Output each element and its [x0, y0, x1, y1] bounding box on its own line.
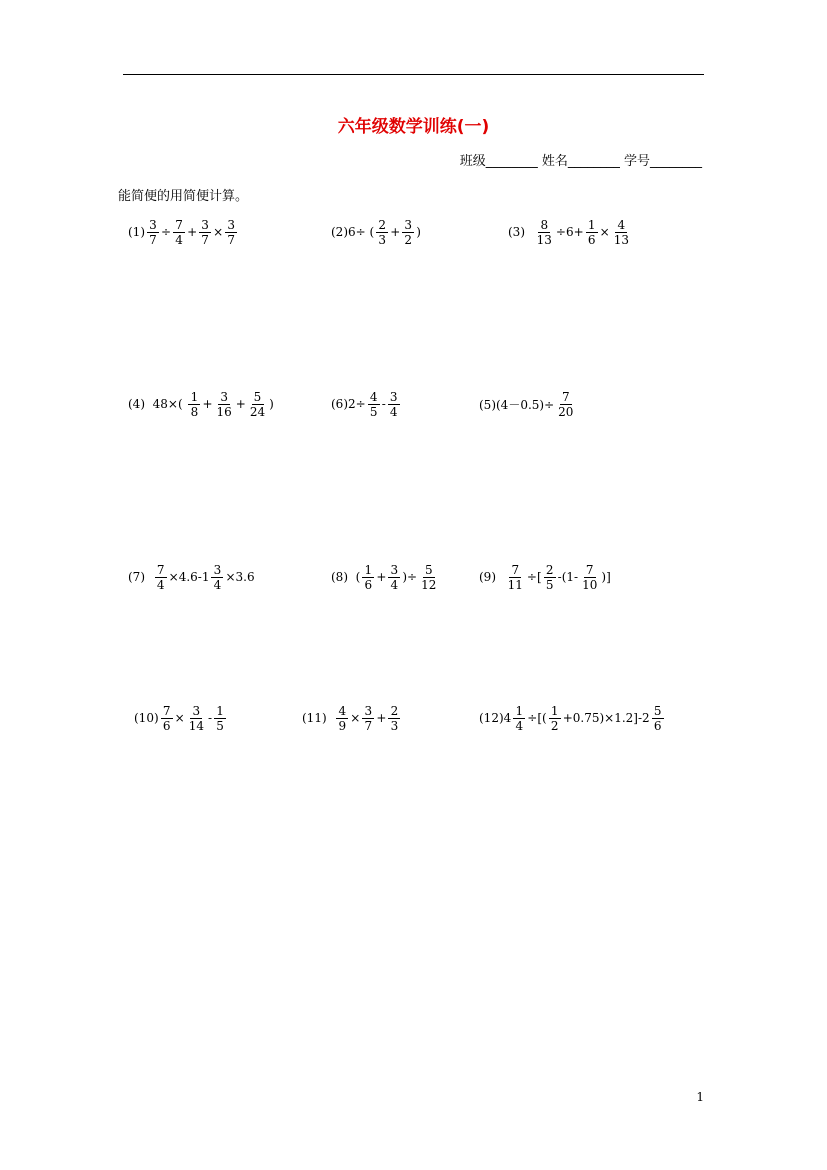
fraction [173, 218, 185, 247]
denominator: 7 [149, 232, 157, 247]
expression-text: (5)(4－0.5)÷ [479, 397, 555, 412]
page-title: 六年级数学训练(一) [337, 117, 490, 137]
student-info-line: 班级________ 姓名________ 学号________ [459, 154, 702, 169]
denominator: 5 [216, 718, 224, 733]
fraction [368, 390, 380, 419]
numerator: 7 [161, 704, 173, 719]
denominator: 6 [653, 718, 662, 733]
fraction [388, 704, 400, 733]
expression-text: ÷ [161, 225, 172, 239]
numerator: 4 [336, 704, 348, 719]
denominator: 5 [545, 577, 554, 592]
denominator: 13 [536, 232, 552, 247]
numerator: 3 [402, 218, 414, 233]
numerator: 4 [615, 218, 627, 233]
problem-10 [133, 698, 227, 738]
instruction-text: 能简便的用简便计算。 [118, 189, 249, 204]
numerator: 5 [423, 563, 435, 578]
denominator: 3 [390, 718, 399, 733]
denominator: 4 [515, 718, 524, 733]
expression-text: + [202, 397, 213, 411]
fraction [225, 218, 237, 247]
expression-text: (6)2÷ [331, 397, 366, 411]
problem-9 [478, 557, 612, 597]
expression-text: -(1- [557, 570, 579, 584]
fraction [362, 563, 374, 592]
page-number: 1 [696, 1090, 704, 1104]
fraction [336, 704, 348, 733]
expression-text: (9) [479, 570, 504, 584]
fraction [513, 704, 525, 733]
denominator: 7 [364, 718, 373, 733]
denominator: 6 [587, 232, 596, 247]
denominator: 9 [338, 718, 347, 733]
denominator: 10 [582, 577, 598, 592]
fraction [388, 563, 400, 592]
expression-text: + [390, 225, 401, 239]
problem-4 [127, 384, 275, 424]
expression-text: )÷ [402, 570, 418, 584]
expression-text: +0.75)×1.2]-2 [562, 711, 650, 725]
fraction [155, 563, 167, 592]
denominator: 7 [201, 232, 209, 247]
denominator: 2 [550, 718, 559, 733]
expression-text: ) [416, 225, 421, 239]
expression-text: (4) 48×( [128, 397, 187, 411]
expression-text: × [213, 225, 224, 239]
fraction [556, 390, 575, 419]
expression-text: (12)4 [479, 711, 512, 725]
expression-text: + [187, 225, 198, 239]
denominator: 8 [190, 404, 199, 419]
denominator: 4 [156, 577, 165, 592]
denominator: 12 [421, 577, 437, 592]
numerator: 5 [252, 390, 264, 405]
fraction [376, 218, 388, 247]
numerator: 3 [388, 390, 400, 405]
expression-text: × [174, 711, 185, 725]
numerator: 7 [509, 563, 521, 578]
fraction [419, 563, 438, 592]
fraction [199, 218, 211, 247]
expression-text: (7) [128, 570, 153, 584]
numerator: 1 [214, 704, 226, 719]
numerator: 3 [225, 218, 237, 233]
fraction [506, 563, 525, 592]
fraction [549, 704, 561, 733]
fraction [388, 390, 400, 419]
fraction [215, 390, 234, 419]
fraction [214, 704, 226, 733]
problem-11 [301, 698, 401, 738]
problem-1 [127, 212, 238, 252]
denominator: 13 [613, 232, 630, 247]
numerator: 3 [362, 704, 374, 719]
expression-text: ÷[( [527, 711, 547, 725]
denominator: 4 [389, 404, 398, 419]
expression-text: × [599, 225, 610, 239]
expression-text: - [381, 397, 386, 411]
denominator: 4 [213, 577, 222, 592]
fraction [187, 704, 206, 733]
denominator: 5 [369, 404, 378, 419]
fraction [211, 563, 223, 592]
numerator: 5 [652, 704, 664, 719]
fraction [586, 218, 598, 247]
numerator: 1 [362, 563, 374, 578]
expression-text: - [207, 711, 213, 725]
denominator: 16 [216, 404, 232, 419]
denominator: 20 [558, 404, 574, 419]
denominator: 11 [507, 577, 523, 592]
problem-8 [330, 557, 439, 597]
fraction [612, 218, 631, 247]
fraction [652, 704, 664, 733]
fraction [147, 218, 159, 247]
numerator: 3 [147, 218, 159, 233]
denominator: 7 [227, 232, 235, 247]
expression-text: (8) ( [331, 570, 361, 584]
numerator: 2 [376, 218, 388, 233]
expression-text: (2)6÷ ( [331, 225, 375, 239]
numerator: 1 [513, 704, 525, 719]
fraction [402, 218, 414, 247]
problem-5 [478, 384, 576, 424]
expression-text: (11) [302, 711, 335, 725]
numerator: 8 [538, 218, 550, 233]
numerator: 3 [190, 704, 202, 719]
denominator: 6 [162, 718, 171, 733]
numerator: 2 [388, 704, 400, 719]
expression-text: (10) [134, 711, 159, 725]
expression-text: )] [601, 570, 611, 584]
numerator: 7 [155, 563, 167, 578]
problem-12 [478, 698, 665, 738]
numerator: 1 [549, 704, 561, 719]
numerator: 1 [188, 390, 200, 405]
numerator: 7 [173, 218, 185, 233]
numerator: 7 [560, 390, 572, 405]
numerator: 3 [388, 563, 400, 578]
fraction [362, 704, 374, 733]
fraction [248, 390, 267, 419]
problem-2 [330, 212, 422, 252]
expression-text: ÷6+ [555, 225, 584, 239]
expression-text: × [350, 711, 361, 725]
denominator: 14 [188, 718, 204, 733]
fraction [544, 563, 556, 592]
fraction [535, 218, 554, 247]
problem-3 [507, 212, 632, 252]
numerator: 3 [211, 563, 223, 578]
expression-text: + [235, 397, 246, 411]
denominator: 6 [364, 577, 373, 592]
denominator: 2 [404, 232, 413, 247]
expression-text: + [376, 711, 387, 725]
expression-text: ×4.6-1 [168, 570, 210, 584]
header-rule [123, 74, 704, 75]
denominator: 24 [249, 404, 266, 419]
numerator: 1 [586, 218, 598, 233]
expression-text: (3) [508, 225, 533, 239]
numerator: 2 [544, 563, 556, 578]
denominator: 3 [378, 232, 386, 247]
expression-text: (1) [128, 225, 145, 239]
fraction [161, 704, 173, 733]
denominator: 4 [390, 577, 399, 592]
fraction [188, 390, 200, 419]
fraction [580, 563, 599, 592]
expression-text: ) [269, 397, 274, 411]
denominator: 4 [175, 232, 183, 247]
numerator: 7 [584, 563, 596, 578]
problem-6 [330, 384, 401, 424]
expression-text: ÷[ [526, 570, 542, 584]
numerator: 3 [218, 390, 230, 405]
expression-text: + [376, 570, 387, 584]
numerator: 4 [368, 390, 380, 405]
expression-text: ×3.6 [225, 570, 255, 584]
numerator: 3 [199, 218, 211, 233]
problem-7 [127, 557, 256, 597]
